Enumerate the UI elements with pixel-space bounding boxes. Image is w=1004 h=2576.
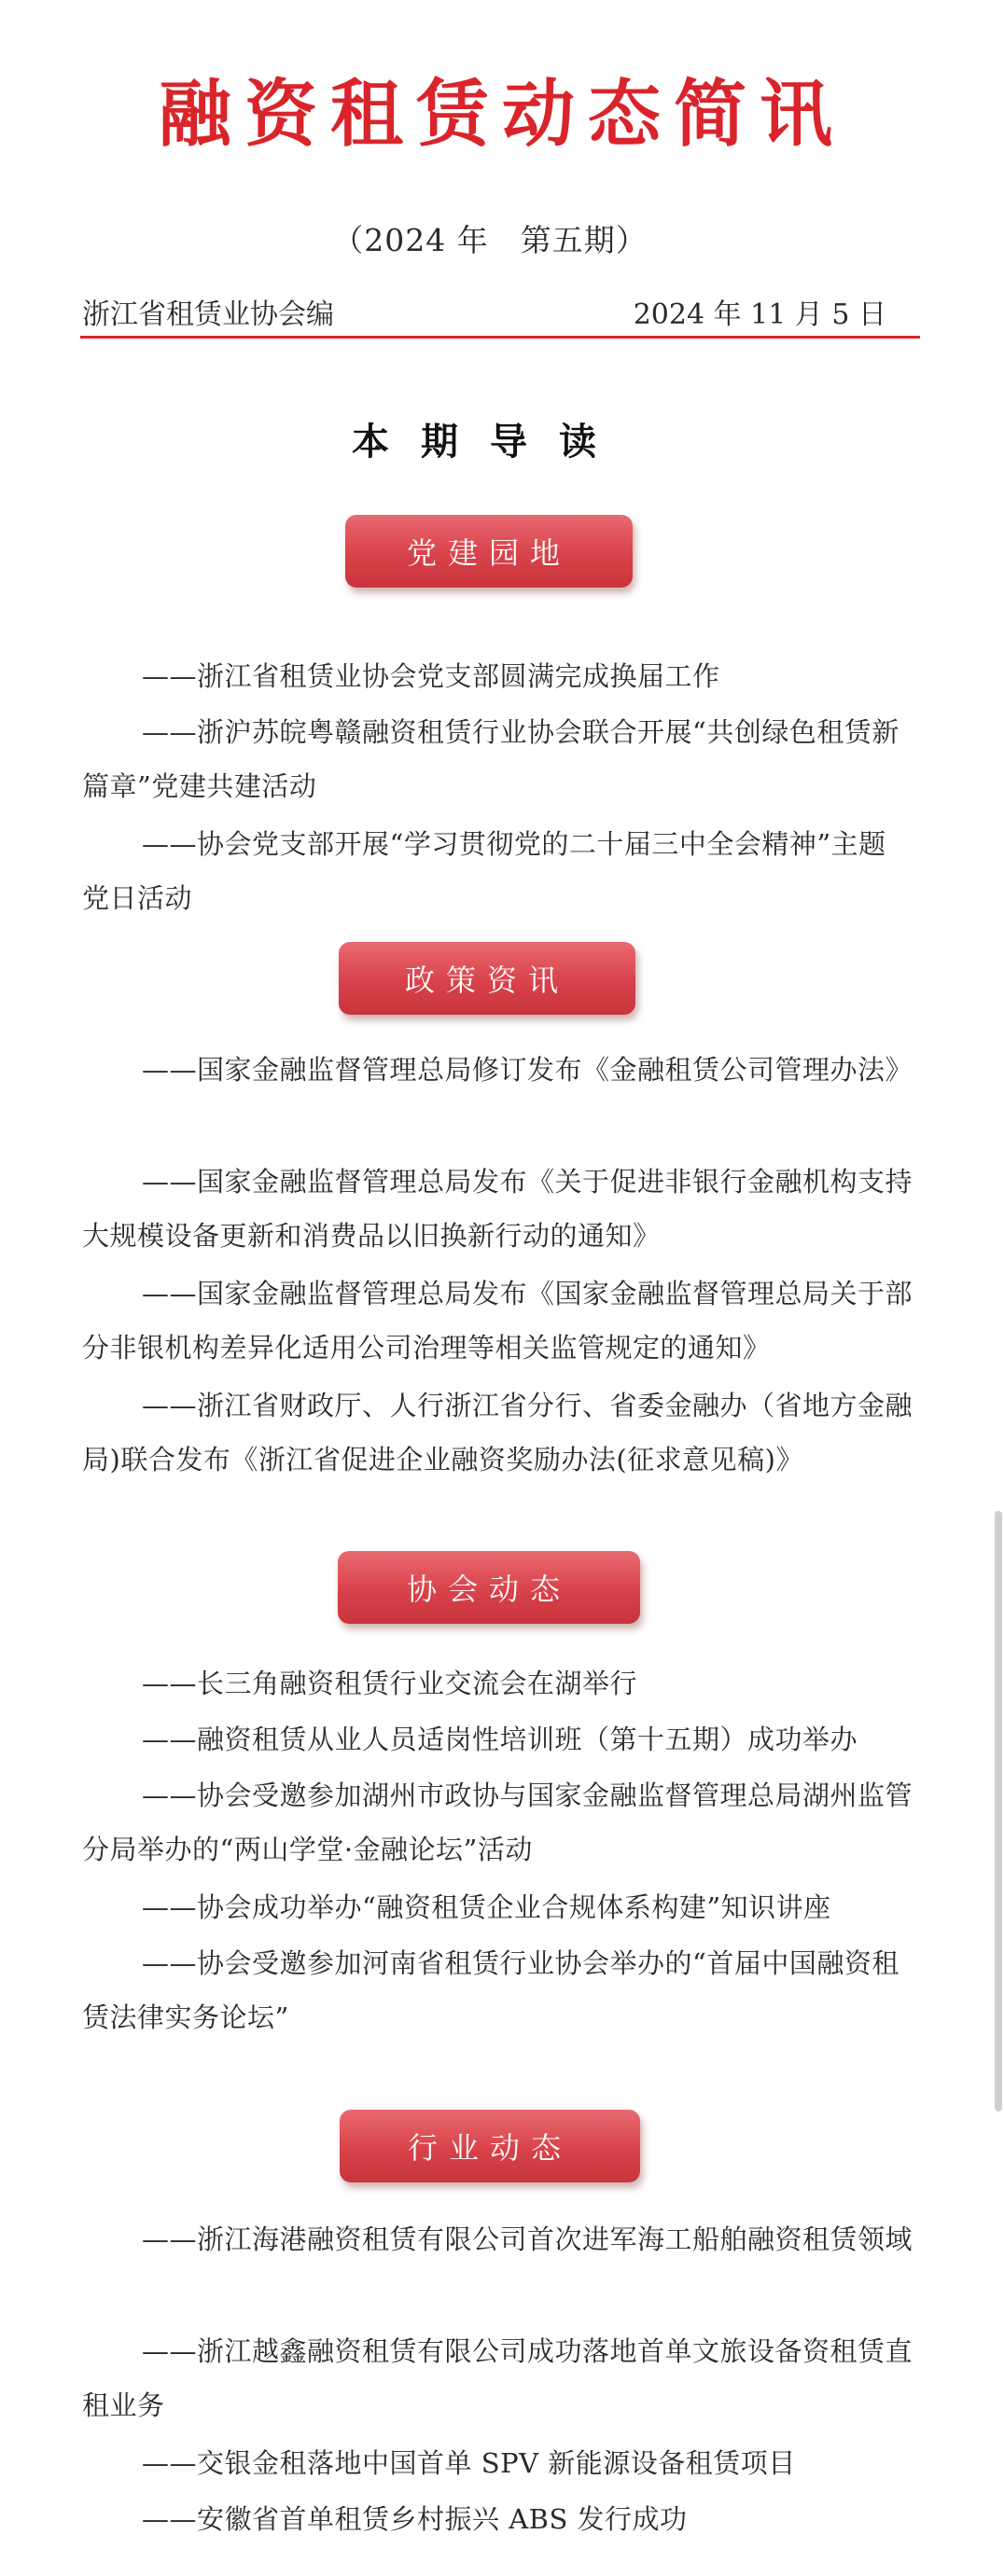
list-item: ——协会成功举办“融资租赁企业合规体系构建”知识讲座	[142, 1891, 831, 1923]
section-tag-association-news: 协会动态	[338, 1551, 640, 1624]
newsletter-title: 融资租赁动态简讯	[158, 73, 845, 157]
list-item: ——融资租赁从业人员适岗性培训班（第十五期）成功举办	[142, 1724, 858, 1755]
guide-title: 本期导读	[352, 421, 628, 464]
list-item: ——国家金融监督管理总局发布《关于促进非银行金融机构支持大规模设备更新和消费品以旧换新行动的通知》	[82, 1166, 913, 1252]
list-item: ——协会受邀参加湖州市政协与国家金融监督管理总局湖州监管分局举办的“两山学堂·金融论坛”活动	[82, 1780, 913, 1865]
list-item: ——安徽省首单租赁乡村振兴 ABS 发行成功	[142, 2503, 688, 2535]
list-item: ——长三角融资租赁行业交流会在湖举行	[142, 1668, 638, 1699]
list-item: ——交银金租落地中国首单 SPV 新能源设备租赁项目	[142, 2447, 796, 2479]
editor-credit: 浙江省租赁业协会编	[82, 298, 334, 331]
scrollbar-thumb[interactable]	[995, 1511, 1002, 2112]
section-tag-policy-news: 政策资讯	[339, 942, 635, 1015]
publish-date: 2024 年 11 月 5 日	[633, 298, 886, 331]
list-item: ——协会党支部开展“学习贯彻党的二十届三中全会精神”主题党日活动	[82, 828, 886, 914]
section-tag-industry-news: 行业动态	[340, 2110, 640, 2182]
list-item: ——协会受邀参加河南省租赁行业协会举办的“首届中国融资租赁法律实务论坛”	[82, 1947, 899, 2033]
list-item: ——浙江越鑫融资租赁有限公司成功落地首单文旅设备资租赁直租业务	[82, 2335, 913, 2421]
section-tag-party-building: 党建园地	[345, 515, 633, 588]
list-item: ——国家金融监督管理总局发布《国家金融监督管理总局关于部分非银机构差异化适用公司治理等相关监管规定的通知》	[82, 1278, 913, 1364]
list-item: ——浙江省财政厅、人行浙江省分行、省委金融办（省地方金融局)联合发布《浙江省促进企业融资奖励办法(征求意见稿)》	[82, 1390, 913, 1475]
list-item: ——浙江省租赁业协会党支部圆满完成换届工作	[142, 660, 720, 692]
list-item: ——国家金融监督管理总局修订发布《金融租赁公司管理办法》	[142, 1054, 913, 1086]
issue-number: （2024 年 第五期）	[332, 222, 648, 258]
header-divider	[80, 336, 920, 339]
list-item: ——浙沪苏皖粤赣融资租赁行业协会联合开展“共创绿色租赁新篇章”党建共建活动	[82, 716, 899, 802]
list-item: ——浙江海港融资租赁有限公司首次进军海工船舶融资租赁领域	[142, 2223, 913, 2255]
